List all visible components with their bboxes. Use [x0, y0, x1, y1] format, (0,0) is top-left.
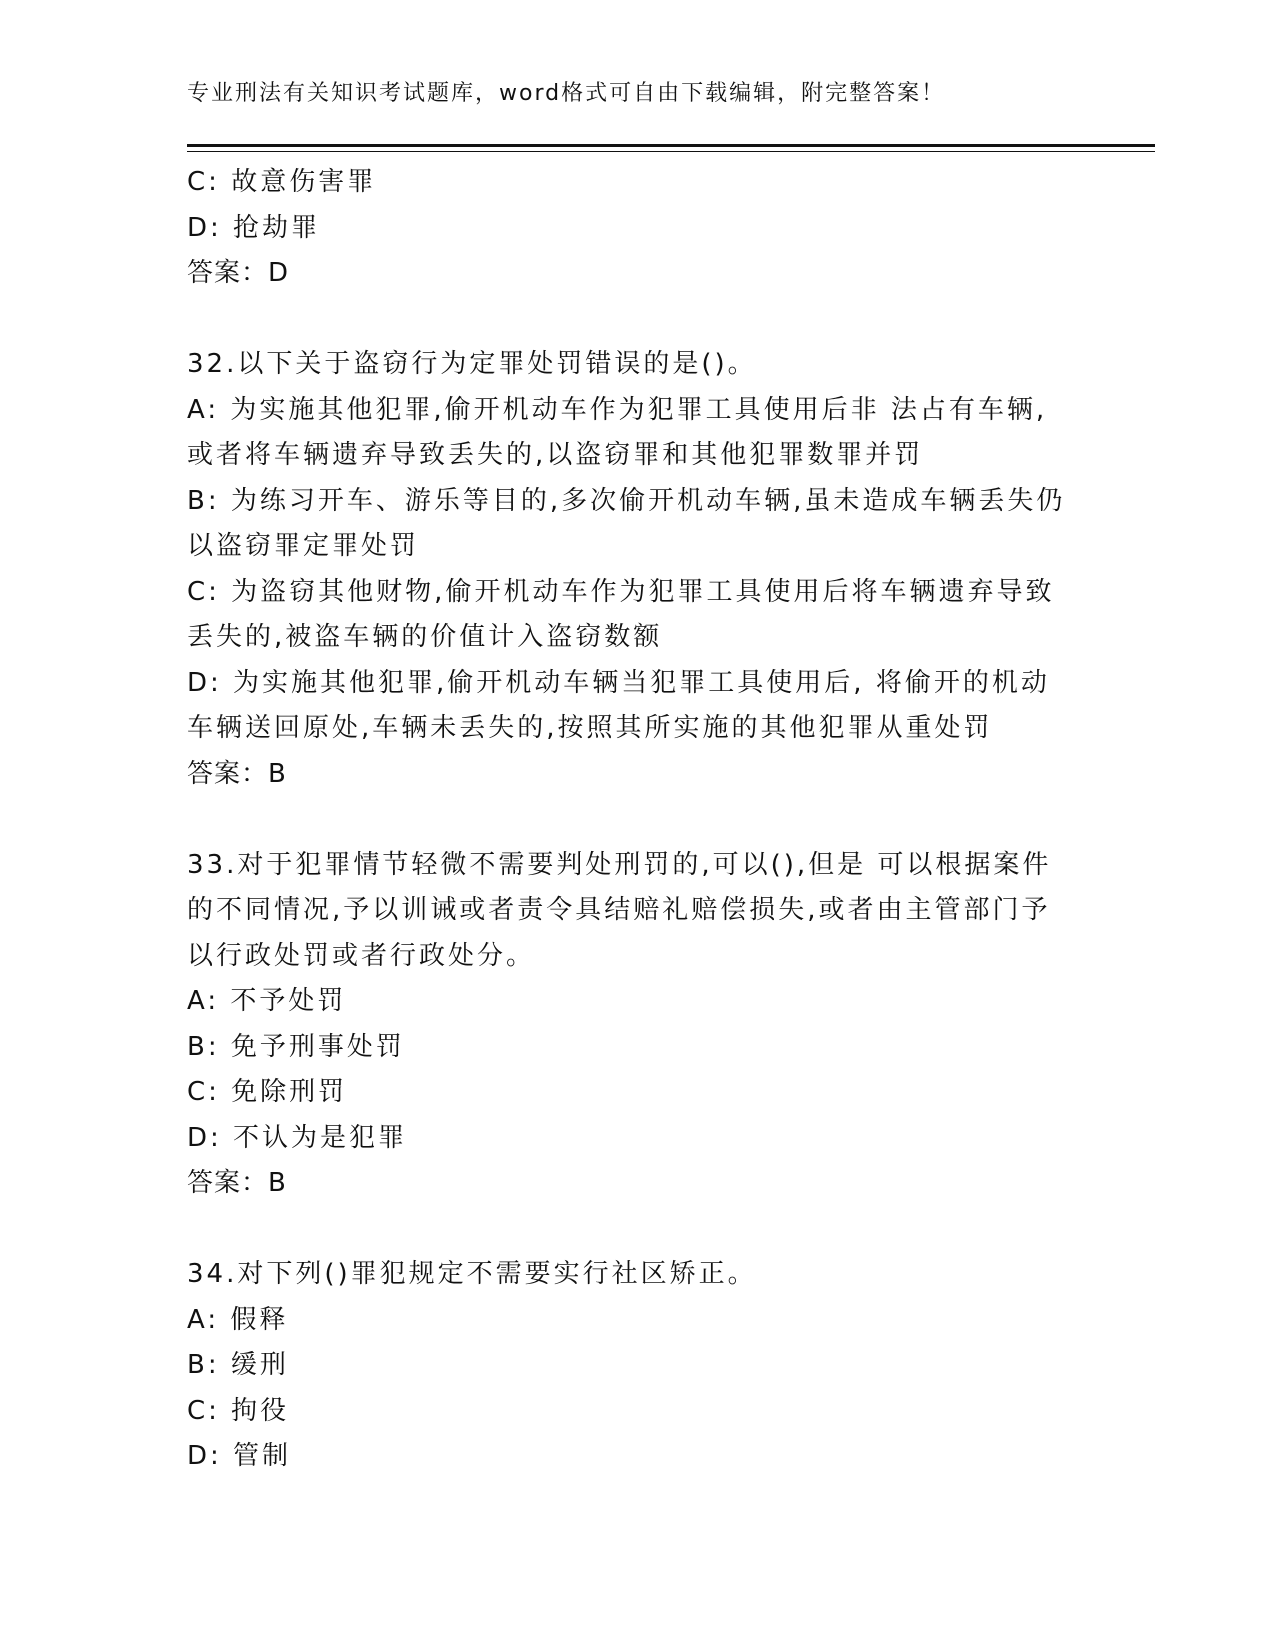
- option-b: B: 缓刑: [187, 1350, 289, 1380]
- question-31-tail: [187, 160, 1087, 297]
- question-stem-line-2: 的不同情况,予以训诫或者责令具结赔礼赔偿损失,或者由主管部门予: [187, 895, 1051, 925]
- header-rule-thin: [187, 151, 1155, 152]
- option-c: C: 免除刑罚: [187, 1077, 348, 1107]
- option-b: B: 免予刑事处罚: [187, 1031, 405, 1062]
- option-label: C:: [187, 167, 220, 197]
- document-body: [187, 160, 1087, 1480]
- option-c: [187, 160, 1087, 206]
- option-c-line-1: C: 为盗窃其他财物,偷开机动车作为犯罪工具使用后将车辆遗弃导致: [187, 576, 1055, 607]
- question-stem: 32.以下关于盗窃行为定罪处罚错误的是()。: [187, 349, 757, 379]
- option-b-line-1: B: 为练习开车、游乐等目的,多次偷开机动车辆,虽未造成车辆丢失仍: [187, 485, 1066, 516]
- question-stem: 34.对下列()罪犯规定不需要实行社区矫正。: [187, 1259, 757, 1289]
- option-d: D: 管制: [187, 1441, 292, 1471]
- option-a: A: 假释: [187, 1304, 289, 1335]
- answer-line: 答案：B: [187, 1168, 287, 1198]
- option-d: [187, 206, 1087, 252]
- option-c: C: 拘役: [187, 1395, 290, 1426]
- question-stem-line-1: 33.对于犯罪情节轻微不需要判处刑罚的,可以(),但是 可以根据案件: [187, 849, 1052, 880]
- option-text: 抢劫罪: [233, 212, 321, 243]
- answer-line: 答案：B: [187, 758, 287, 789]
- option-label: D:: [187, 212, 222, 243]
- option-c-line-2: 丢失的,被盗车辆的价值计入盗窃数额: [187, 622, 663, 652]
- page-header: 专业刑法有关知识考试题库，word格式可自由下载编辑，附完整答案！: [187, 81, 946, 106]
- option-a-line-2: 或者将车辆遗弃导致丢失的,以盗窃罪和其他犯罪数罪并罚: [187, 440, 924, 470]
- option-a-line-1: A: 为实施其他犯罪,偷开机动车作为犯罪工具使用后非 法占有车辆,: [187, 394, 1048, 425]
- spacer: [187, 797, 1087, 843]
- spacer: [187, 297, 1087, 343]
- option-text: 故意伤害罪: [231, 167, 377, 197]
- question-stem-line-3: 以行政处罚或者行政处分。: [187, 940, 536, 971]
- option-b-line-2: 以盗窃罪定罪处罚: [187, 531, 420, 561]
- question-34: [187, 1252, 1087, 1480]
- answer-line: 答案：D: [187, 258, 290, 288]
- option-d-line-2: 车辆送回原处,车辆未丢失的,按照其所实施的其他犯罪从重处罚: [187, 713, 993, 743]
- spacer: [187, 1207, 1087, 1253]
- option-a: A: 不予处罚: [187, 986, 347, 1016]
- question-33: [187, 843, 1087, 1207]
- option-d-line-1: D: 为实施其他犯罪,偷开机动车辆当犯罪工具使用后, 将偷开的机动: [187, 667, 1050, 698]
- question-32: [187, 342, 1087, 797]
- option-d: D: 不认为是犯罪: [187, 1122, 408, 1153]
- header-rule-thick: [187, 144, 1155, 147]
